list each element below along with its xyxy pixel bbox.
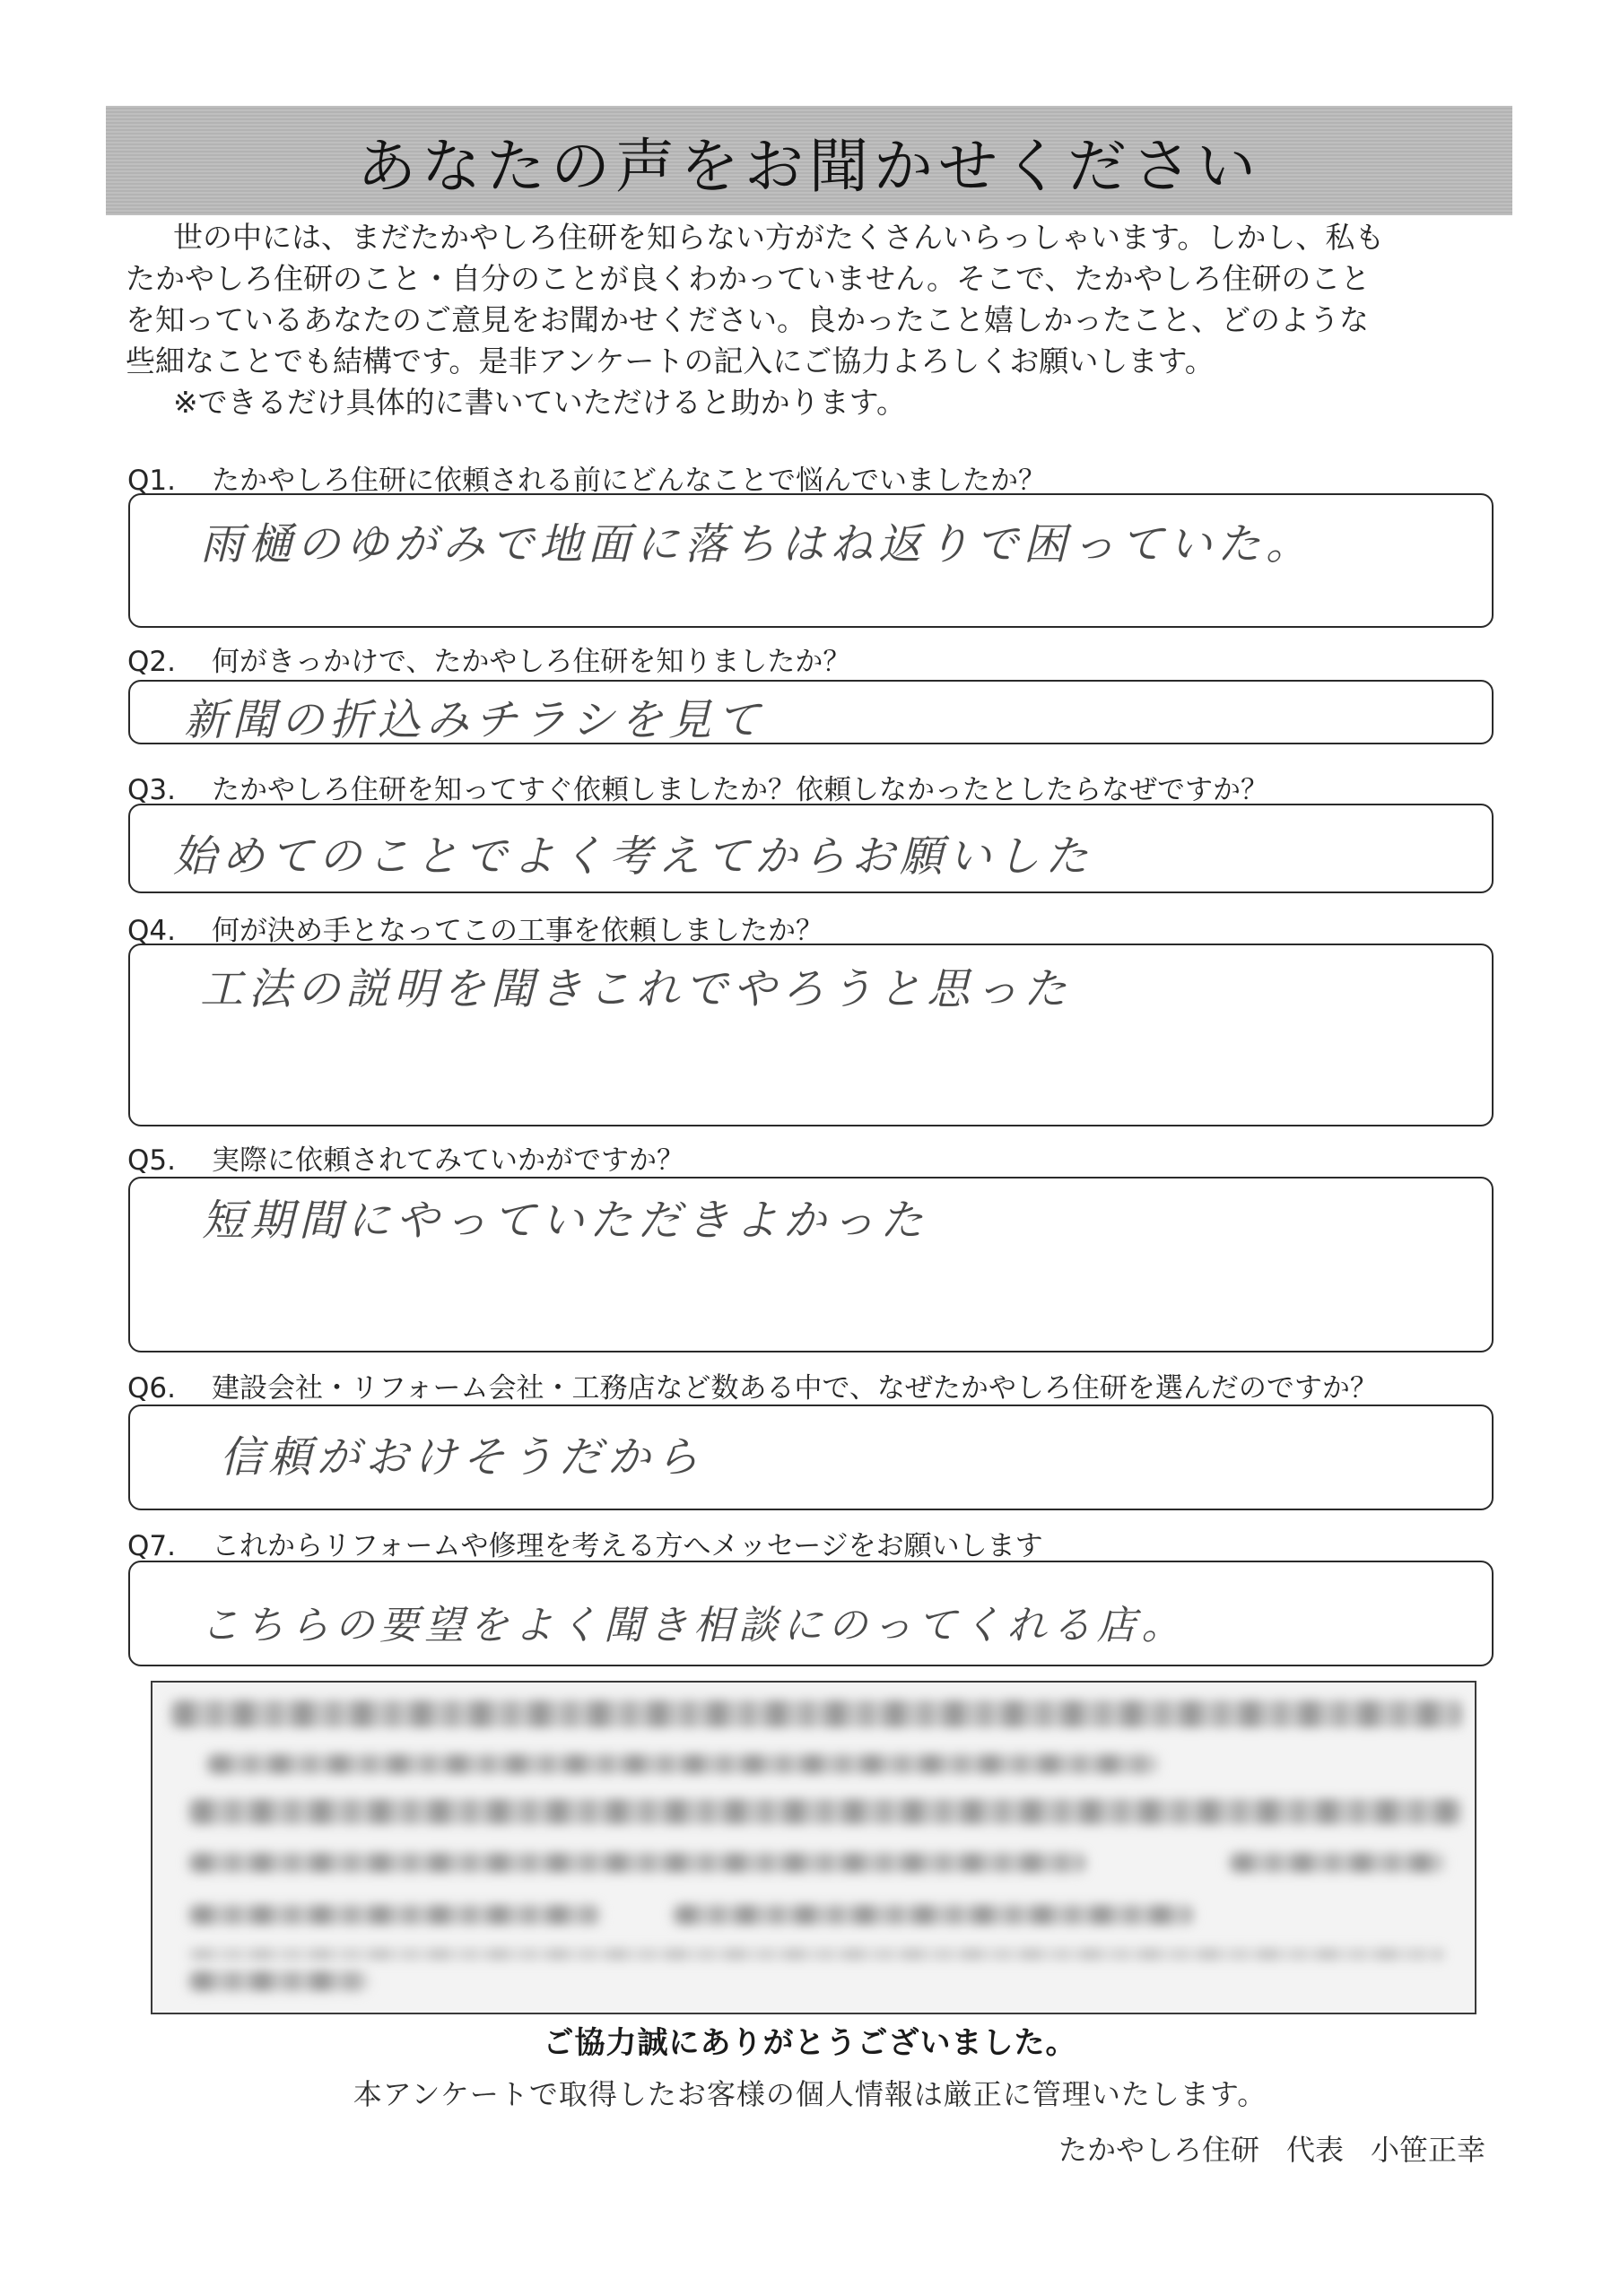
- question-text: 実際に依頼されてみていかがですか？: [212, 1144, 684, 1177]
- question-number: Q4.: [127, 915, 176, 947]
- blurred-text: [188, 1948, 1444, 1961]
- answer-text: 始めてのことでよく考えてからお願いした: [173, 831, 1094, 882]
- answer-text: 信頼がおけそうだから: [220, 1432, 705, 1483]
- blurred-text: [206, 1754, 1157, 1774]
- representative-title: 代表: [1285, 2133, 1344, 2167]
- thanks-message: ご協力誠にありがとうございました。: [543, 2025, 1077, 2061]
- privacy-notice: 本アンケートで取得したお客様の個人情報は厳正に管理いたします。: [353, 2077, 1267, 2111]
- question-number: Q6.: [127, 1372, 176, 1405]
- blurred-text: [188, 1971, 368, 1991]
- company-signature: [1058, 2127, 1485, 2169]
- answer-text: 新聞の折込みチラシを見て: [184, 695, 766, 745]
- question-text: 何が決め手となってこの工事を依頼しましたか？: [212, 915, 823, 947]
- intro-paragraph: [126, 217, 1471, 423]
- answer-box-7[interactable]: [128, 1561, 1494, 1666]
- blurred-text: [1229, 1853, 1444, 1873]
- intro-note: ※できるだけ具体的に書いていただけると助かります。: [173, 385, 907, 420]
- blurred-text: [170, 1700, 1462, 1727]
- title-banner: [106, 106, 1512, 215]
- intro-line: たかやしろ住研のこと・自分のことが良くわかっていません。そこで、たかやしろ住研のこと: [126, 261, 1371, 296]
- question-2: [127, 639, 850, 679]
- question-text: たかやしろ住研を知ってすぐ依頼しましたか？依頼しなかったとしたらなぜですか？: [212, 774, 1268, 806]
- blurred-text: [188, 1853, 1085, 1873]
- intro-line: 些細なことでも結構です。是非アンケートの記入にご協力よろしくお願いします。: [126, 344, 1215, 378]
- question-text: これからリフォームや修理を考える方へメッセージをお願いします: [212, 1530, 1043, 1562]
- answer-text: こちらの要望をよく聞き相談にのってくれる店。: [200, 1603, 1187, 1648]
- blurred-text: [188, 1905, 601, 1925]
- answer-text: 短期間にやっていただきよかった: [202, 1196, 929, 1246]
- answer-text: 工法の説明を聞きこれでやろうと思った: [200, 964, 1073, 1014]
- representative-name: 小笹正幸: [1370, 2133, 1485, 2167]
- intro-line: 世の中には、まだたかやしろ住研を知らない方がたくさんいらっしゃいます。しかし、私も: [173, 220, 1385, 255]
- question-4: [127, 908, 823, 948]
- question-text: たかやしろ住研に依頼される前にどんなことで悩んでいましたか？: [212, 465, 1046, 497]
- answer-box-3[interactable]: [128, 804, 1494, 893]
- answer-box-1[interactable]: [128, 493, 1494, 628]
- question-text: 何がきっかけで、たかやしろ住研を知りましたか？: [212, 646, 851, 678]
- intro-line: を知っているあなたのご意見をお聞かせください。良かったこと嬉しかったこと、どのような: [126, 302, 1369, 337]
- blurred-text: [673, 1905, 1193, 1925]
- question-text: 建設会社・リフォーム会社・工務店など数ある中で、なぜたかやしろ住研を選んだのですか？: [212, 1372, 1378, 1405]
- blurred-text: [188, 1799, 1462, 1824]
- answer-box-2[interactable]: [128, 680, 1494, 744]
- page-title: あなたの声をお聞かせください: [357, 131, 1261, 201]
- answer-box-5[interactable]: [128, 1177, 1494, 1352]
- question-7: [127, 1523, 1043, 1563]
- question-number: Q5.: [127, 1144, 176, 1177]
- company-name: たかやしろ住研: [1058, 2133, 1259, 2167]
- answer-text: 雨樋のゆがみで地面に落ちはね返りで困っていた。: [200, 519, 1315, 570]
- answer-box-4[interactable]: [128, 944, 1494, 1126]
- redacted-personal-info: [151, 1681, 1476, 2014]
- question-1: [127, 457, 1046, 498]
- question-number: Q1.: [127, 465, 176, 497]
- question-6: [127, 1365, 1378, 1405]
- question-3: [127, 767, 1268, 807]
- question-5: [127, 1137, 684, 1178]
- answer-box-6[interactable]: [128, 1405, 1494, 1510]
- question-number: Q7.: [127, 1530, 176, 1562]
- question-number: Q3.: [127, 774, 176, 806]
- question-number: Q2.: [127, 646, 176, 678]
